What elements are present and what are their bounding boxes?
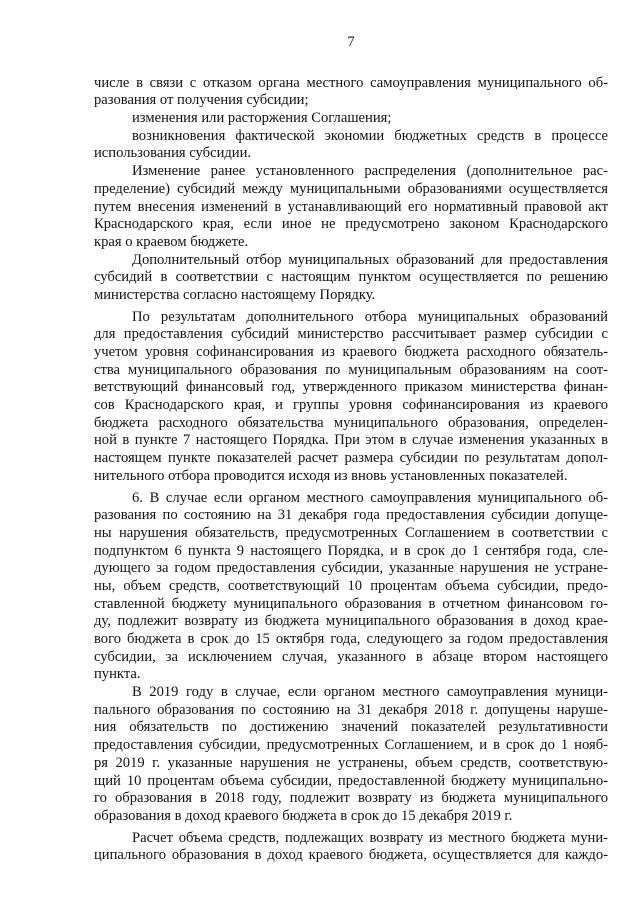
paragraph <box>94 830 608 865</box>
text-line: щий 10 процентам объема субсидии, предоставленной бюджету муниципально- <box>94 772 608 789</box>
paragraph <box>94 75 608 110</box>
text-line: пределение) субсидий между муниципальными образованиями осуществляется <box>94 180 608 197</box>
text-line: 6. В случае если органом местного самоуправления муниципального об- <box>132 489 608 506</box>
page-number: 7 <box>347 34 355 50</box>
paragraph <box>94 128 608 163</box>
paragraph <box>94 252 608 305</box>
text-line: настоящем пункте показателей расчет размера субсидии по результатам допол- <box>94 450 608 467</box>
paragraph <box>94 490 608 685</box>
text-line: подпунктом 6 пункта 9 настоящего Порядка, и в срок до 1 сентября года, сле- <box>94 542 608 559</box>
text-line: нительного отбора проводится исходя из вновь установленных показателей. <box>94 467 568 484</box>
text-line: Краснодарского края, если иное не предусмотрено законом Краснодарского <box>94 216 608 233</box>
text-line: путем внесения изменений в устанавливающий его нормативный правовой акт <box>94 198 608 215</box>
text-line: пункта. <box>94 666 141 683</box>
text-line: субсидии, за исключением случая, указанного в абзаце втором настоящего <box>94 648 608 665</box>
text-line: По результатам дополнительного отбора муниципальных образований <box>132 308 608 325</box>
paragraph <box>94 110 608 128</box>
text-line: бюджета расходного обязательства муниципального образования, определен- <box>94 414 608 431</box>
text-line: Изменение ранее установленного распределения (дополнительное рас- <box>132 163 608 180</box>
text-line: края о краевом бюджете. <box>94 233 249 250</box>
text-line: В 2019 году в случае, если органом местного самоуправления муници- <box>132 684 608 701</box>
text-line: ны, объем средств, соответствующий 10 процентам объема субсидии, предо- <box>94 577 608 594</box>
text-line: ря 2019 г. указанные нарушения не устранены, объем средств, соответствую- <box>94 754 608 771</box>
text-line: субсидий в соответствии с настоящим пунктом осуществляется по решению <box>94 269 608 286</box>
text-line: предоставления субсидии, предусмотренных Соглашением, и в срок до 1 нояб- <box>94 737 608 754</box>
text-line: ны нарушения обязательств, предусмотренных Соглашением в соответствии с <box>94 524 608 541</box>
paragraph <box>94 309 608 486</box>
text-line: образования в доход краевого бюджета в срок до 15 декабря 2019 г. <box>94 807 513 824</box>
document-page <box>94 34 608 865</box>
text-line: ципального образования в доход краевого бюджета, осуществляется для каждо- <box>94 847 608 864</box>
paragraph <box>94 684 608 826</box>
text-line: учетом уровня софинансирования из краевого бюджета расходного обязатель- <box>94 344 608 361</box>
text-line: ния обязательств по достижению значений показателей результативности <box>94 719 608 736</box>
text-line: министерства согласно настоящему Порядку. <box>94 286 376 303</box>
paragraph <box>94 163 608 251</box>
text-line: возникновения фактической экономии бюджетных средств в процессе <box>132 127 608 144</box>
text-line: вого бюджета в срок до 15 октября года, следующего за годом предоставления <box>94 631 608 648</box>
text-line: изменения или расторжения Соглашения; <box>132 110 392 127</box>
text-line: Расчет объема средств, подлежащих возврату из местного бюджета муни- <box>132 829 608 846</box>
text-line: сов Краснодарского края, и группы уровня софинансирования из краевого <box>94 397 608 414</box>
text-line: разования по состоянию на 31 декабря года предоставления субсидии допуще- <box>94 507 608 524</box>
text-line: ду, подлежит возврату из бюджета муниципального образования в доход крае- <box>94 613 608 630</box>
document-body <box>94 75 608 865</box>
text-line: Дополнительный отбор муниципальных образований для предоставления <box>132 251 608 268</box>
text-line: го образования в 2018 году, подлежит возврату из бюджета муниципального <box>94 790 608 807</box>
text-line: пального образования по состоянию на 31 декабря 2018 г. допущены наруше- <box>94 701 608 718</box>
text-line: использования субсидии. <box>94 145 252 162</box>
text-line: ной в пункте 7 настоящего Порядка. При этом в случае изменения указанных в <box>94 432 608 449</box>
text-line: числе в связи с отказом органа местного самоуправления муниципального об- <box>94 74 608 91</box>
text-line: разования от получения субсидии; <box>94 92 309 109</box>
text-line: для предоставления субсидий министерство рассчитывает размер субсидии с <box>94 326 608 343</box>
text-line: ставленной бюджету муниципального образования в отчетном финансовом го- <box>94 595 608 612</box>
text-line: ветствующий финансовый год, утвержденного приказом министерства финан- <box>94 379 608 396</box>
text-line: ства муниципального образования по муниципальным образованиям на соот- <box>94 361 608 378</box>
text-line: дующего за годом предоставления субсидии, указанные нарушения не устране- <box>94 560 608 577</box>
